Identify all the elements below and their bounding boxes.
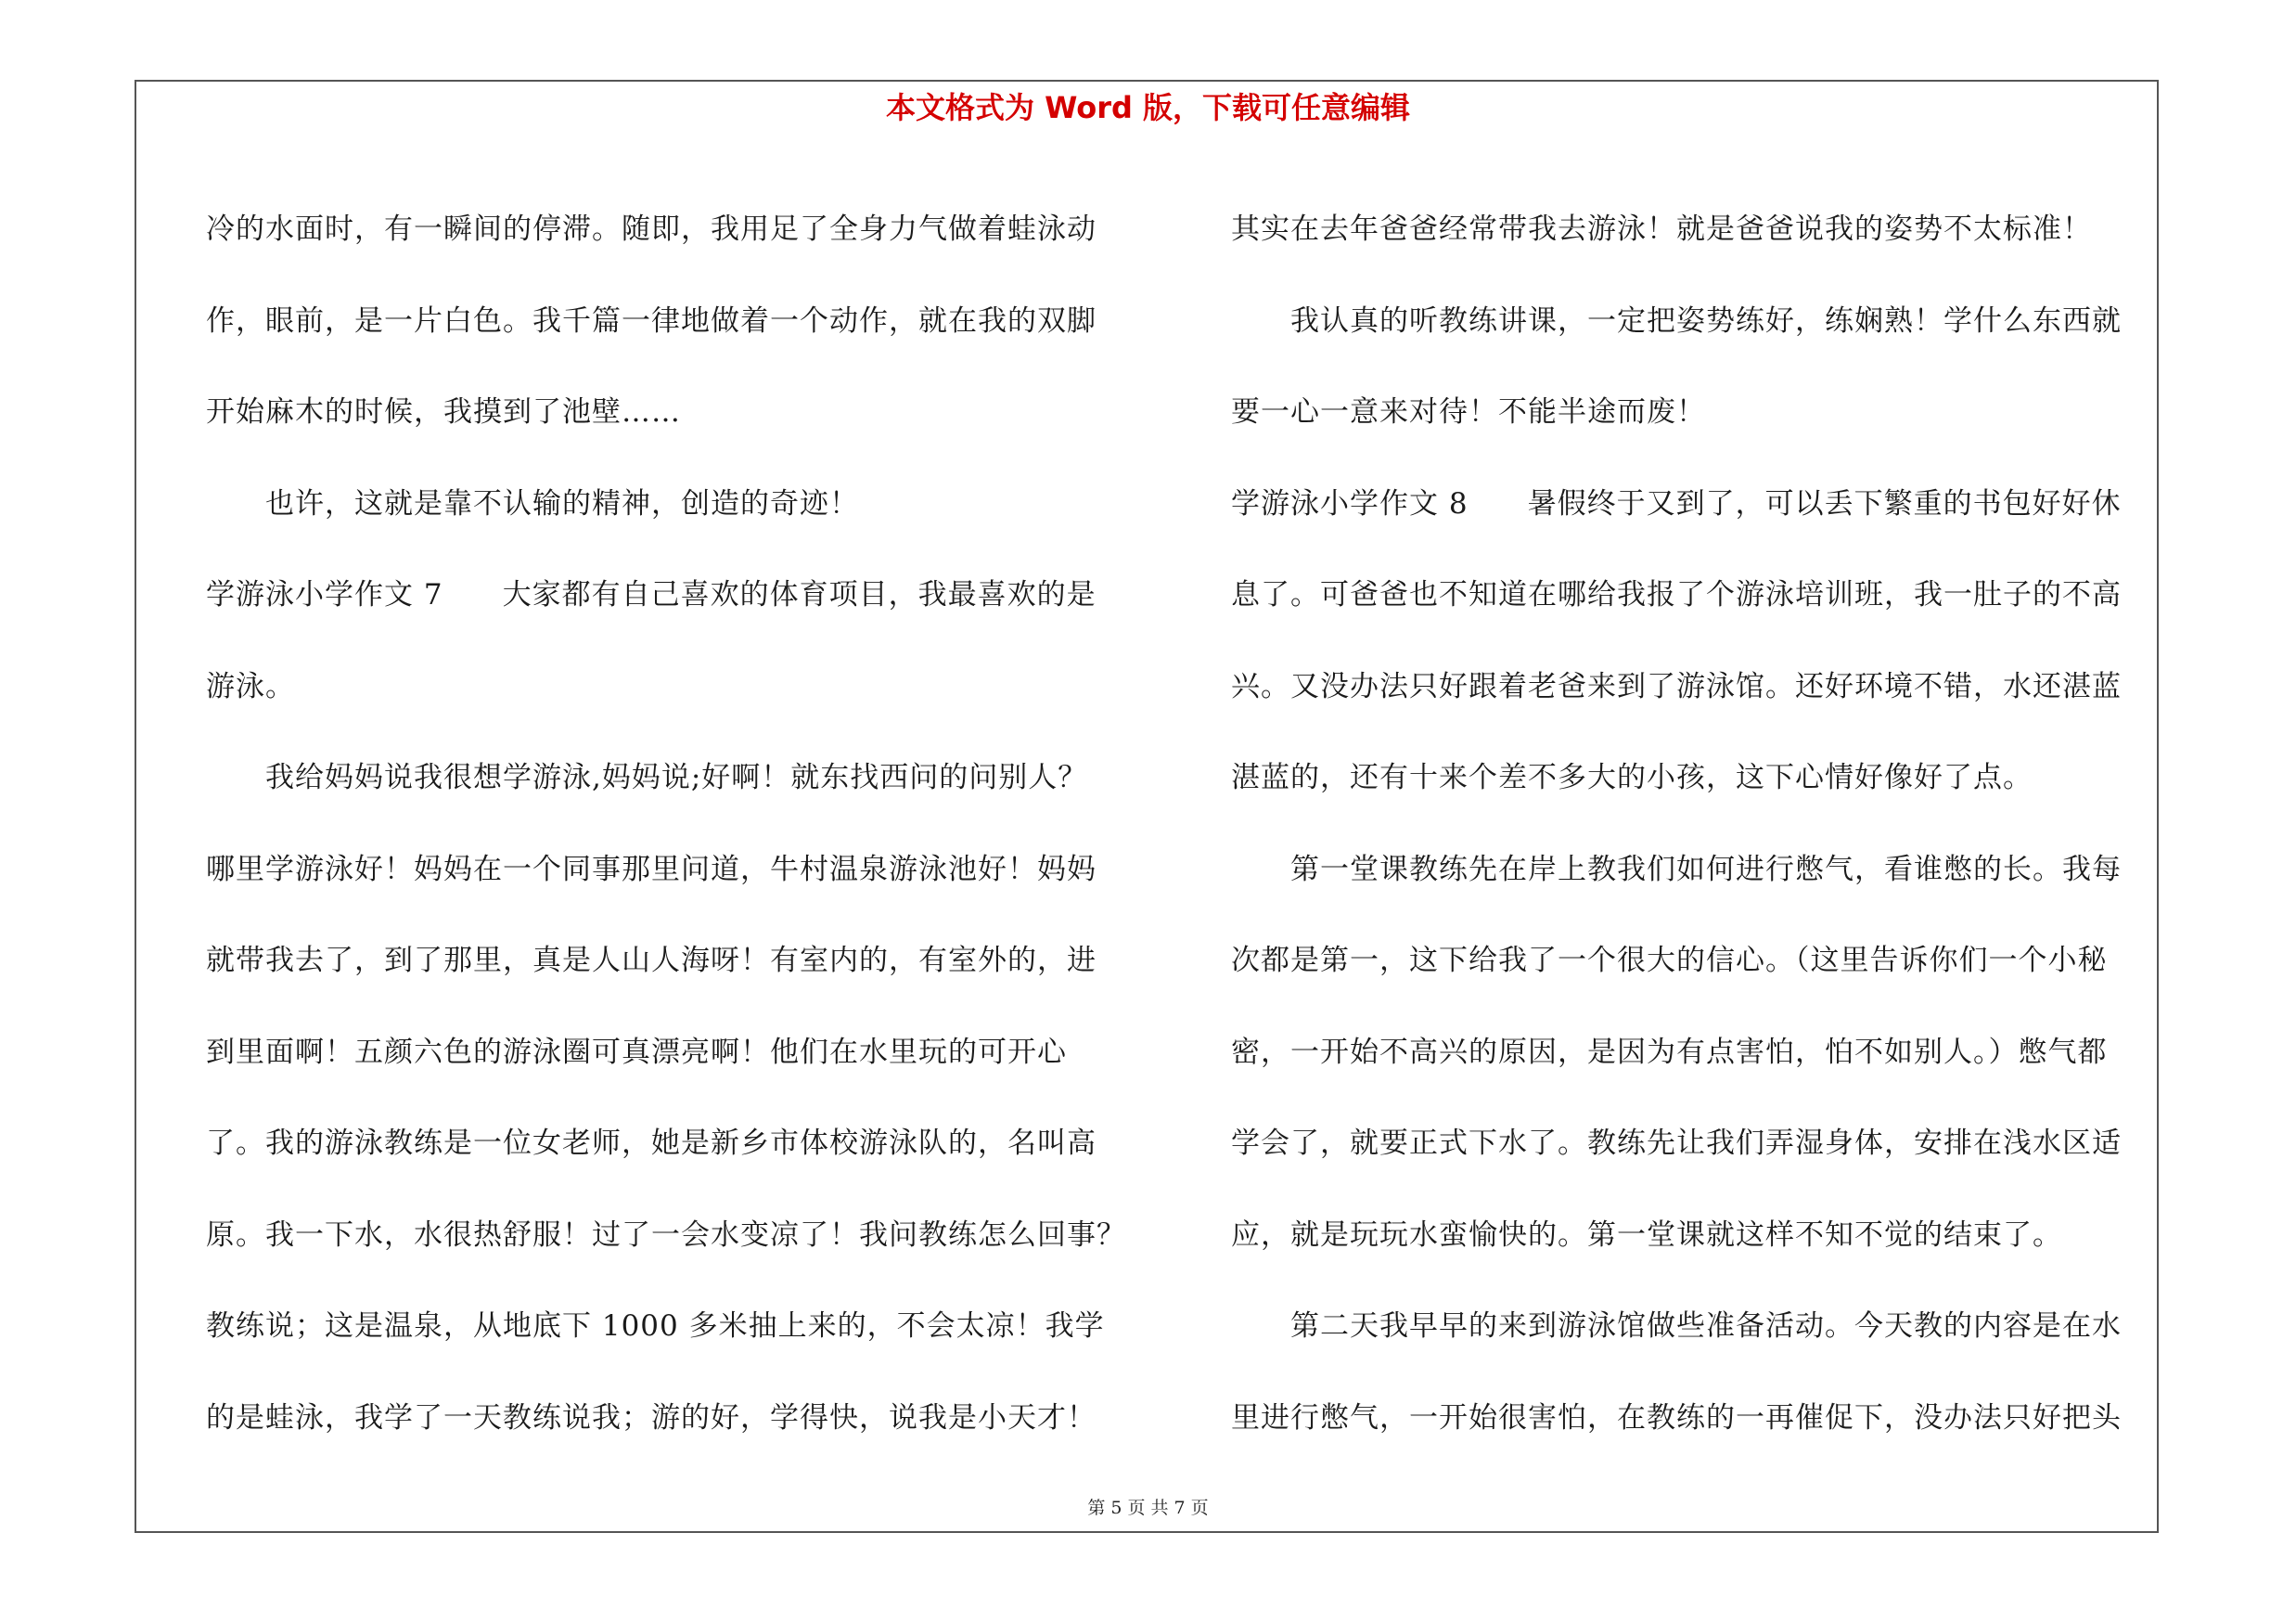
paragraph-line: 了。我的游泳教练是一位女老师，她是新乡市体校游泳队的，名叫高 xyxy=(206,1127,1097,1160)
paragraph-line: 密，一开始不高兴的原因，是因为有点害怕，怕不如别人。）憋气都 xyxy=(1231,1035,2108,1069)
paragraph-line: 学游泳小学作文 7 大家都有自己喜欢的体育项目，我最喜欢的是 xyxy=(206,578,1097,612)
paragraph-line: 游泳。 xyxy=(206,669,295,703)
paragraph-line: 学游泳小学作文 8 暑假终于又到了，可以丢下繁重的书包好好休 xyxy=(1231,486,2122,521)
paragraph-line: 开始麻木的时候，我摸到了池壁…… xyxy=(206,395,681,429)
format-banner: 本文格式为 Word 版，下载可任意编辑 xyxy=(885,90,1411,125)
paragraph-line: 我认真的听教练讲课，一定把姿势练好，练娴熟！学什么东西就 xyxy=(1290,303,2122,338)
paragraph-line: 冷的水面时，有一瞬间的停滞。随即，我用足了全身力气做着蛙泳动 xyxy=(206,213,1097,246)
paragraph-line: 作，眼前，是一片白色。我千篇一律地做着一个动作，就在我的双脚 xyxy=(206,303,1097,338)
paragraph-line: 就带我去了，到了那里，真是人山人海呀！有室内的，有室外的，进 xyxy=(206,944,1097,977)
paragraph-line: 兴。又没办法只好跟着老爸来到了游泳馆。还好环境不错，水还湛蓝 xyxy=(1231,669,2122,703)
paragraph-line: 其实在去年爸爸经常带我去游泳！就是爸爸说我的姿势不太标准！ xyxy=(1231,213,2092,246)
paragraph-line: 应，就是玩玩水蛮愉快的。第一堂课就这样不知不觉的结束了。 xyxy=(1231,1217,2062,1252)
paragraph-line: 第一堂课教练先在岸上教我们如何进行憋气，看谁憋的长。我每 xyxy=(1290,852,2122,886)
paragraph-line: 的是蛙泳，我学了一天教练说我；游的好，学得快，说我是小天才！ xyxy=(206,1400,1097,1435)
paragraph-line: 原。我一下水，水很热舒服！过了一会水变凉了！我问教练怎么回事？ xyxy=(206,1217,1126,1252)
paragraph-line: 我给妈妈说我很想学游泳,妈妈说;好啊！就东找西问的问别人？ xyxy=(265,761,1088,794)
paragraph-line: 次都是第一，这下给我了一个很大的信心。（这里告诉你们一个小秘 xyxy=(1231,944,2108,977)
paragraph-line: 到里面啊！五颜六色的游泳圈可真漂亮啊！他们在水里玩的可开心 xyxy=(206,1035,1067,1069)
right-text-column xyxy=(1231,184,2159,1463)
paragraph-line: 哪里学游泳好！妈妈在一个同事那里问道，牛村温泉游泳池好！妈妈 xyxy=(206,852,1097,886)
paragraph-line: 要一心一意来对待！不能半途而废！ xyxy=(1231,395,1706,429)
page-number-footer: 第 5 页 共 7 页 xyxy=(1087,1498,1209,1518)
paragraph-line: 学会了，就要正式下水了。教练先让我们弄湿身体，安排在浅水区适 xyxy=(1231,1127,2122,1160)
paragraph-line: 息了。可爸爸也不知道在哪给我报了个游泳培训班，我一肚子的不高 xyxy=(1231,578,2122,612)
paragraph-line: 也许，这就是靠不认输的精神，创造的奇迹！ xyxy=(265,486,859,521)
left-text-column xyxy=(206,184,1134,1463)
paragraph-line: 第二天我早早的来到游泳馆做些准备活动。今天教的内容是在水 xyxy=(1290,1309,2122,1343)
paragraph-line: 教练说；这是温泉，从地底下 1000 多米抽上来的，不会太凉！我学 xyxy=(206,1309,1105,1343)
paragraph-line: 湛蓝的，还有十来个差不多大的小孩，这下心情好像好了点。 xyxy=(1231,761,2033,794)
paragraph-line: 里进行憋气，一开始很害怕，在教练的一再催促下，没办法只好把头 xyxy=(1231,1400,2122,1435)
